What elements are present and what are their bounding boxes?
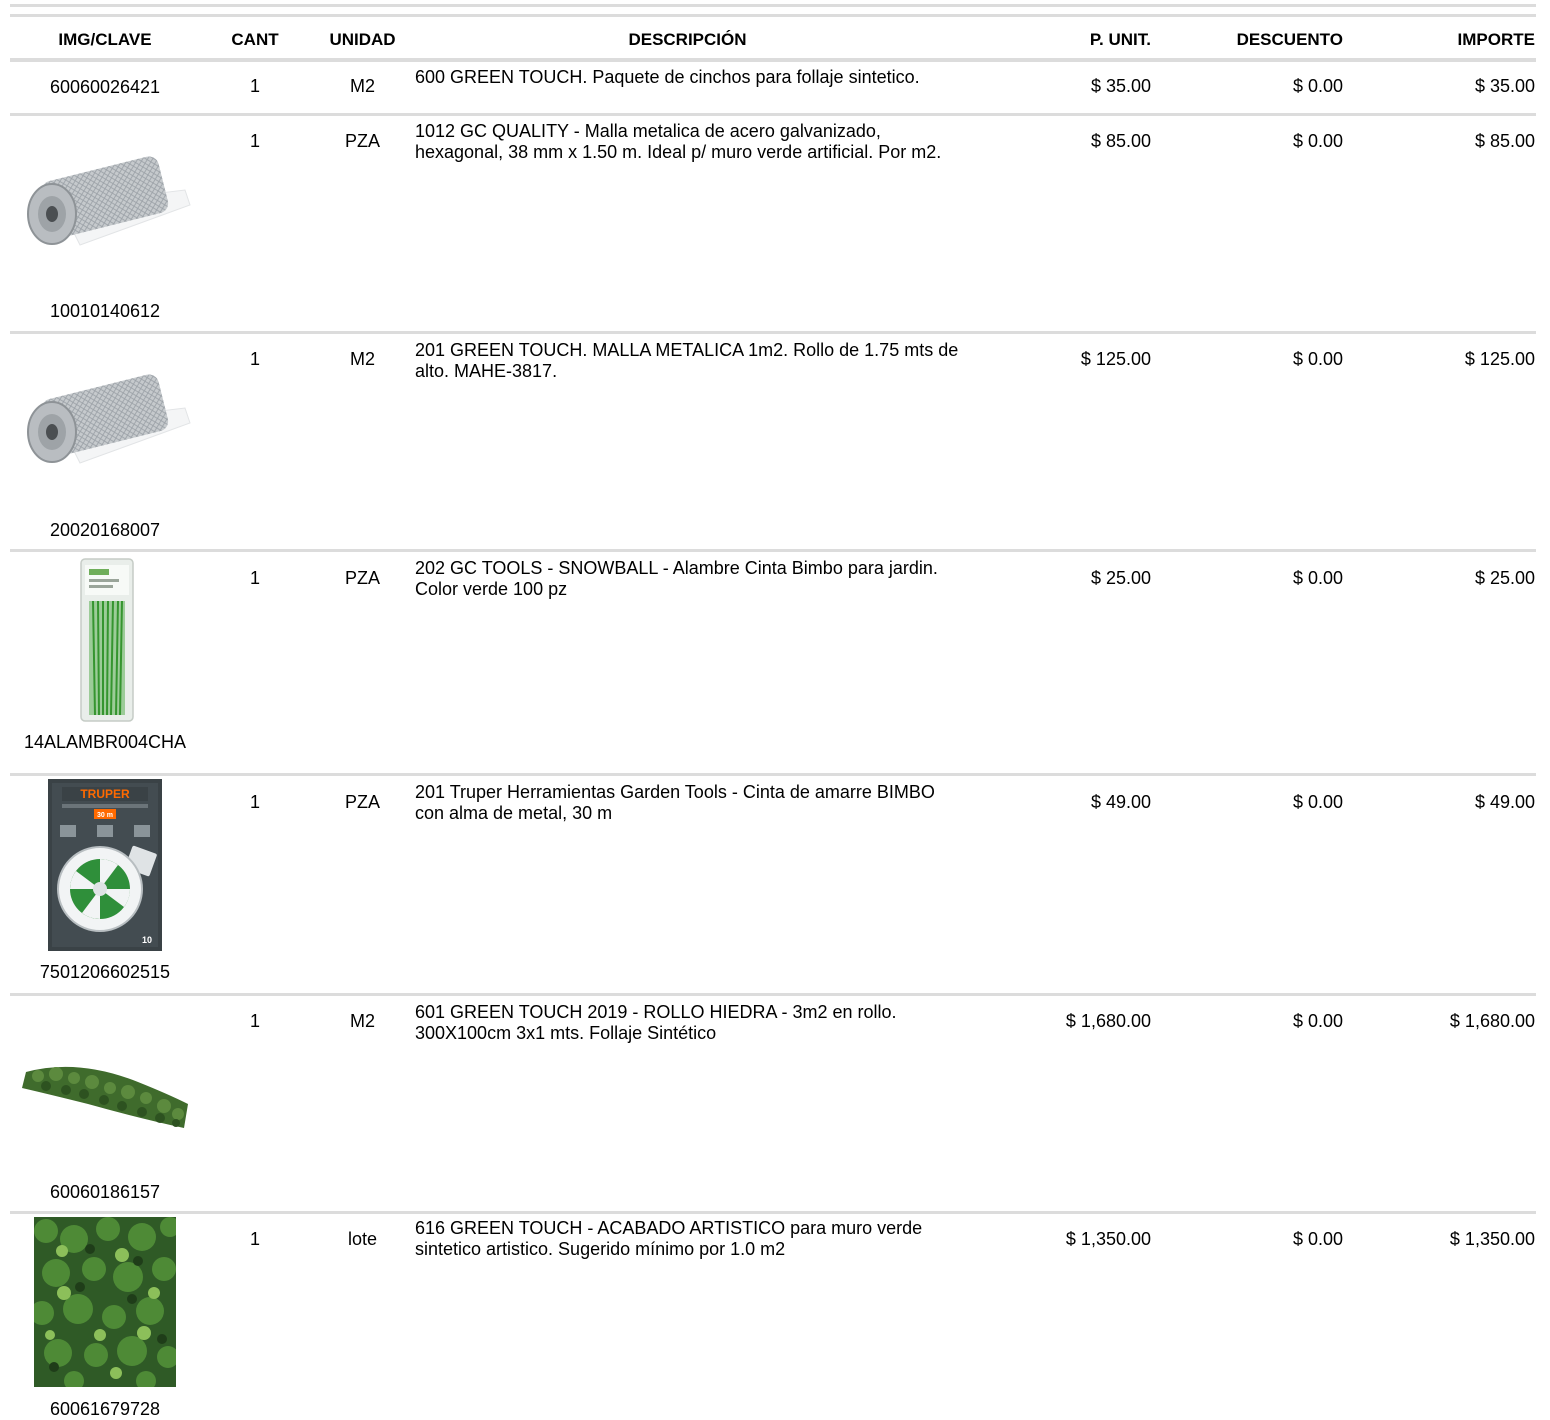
item-unit-price: $ 1,350.00 — [1065, 1229, 1151, 1249]
item-code: 60060026421 — [49, 77, 161, 97]
item-amount: $ 1,680.00 — [1449, 1011, 1535, 1031]
item-description: 601 GREEN TOUCH 2019 - ROLLO HIEDRA - 3m2 en rollo. 300X100cm 3x1 mts. Follaje Sintético — [415, 1002, 897, 1043]
item-discount: $ 0.00 — [1292, 349, 1343, 369]
item-unit-price: $ 49.00 — [1090, 792, 1151, 812]
wire-mesh-roll-image — [20, 368, 192, 473]
row-divider — [10, 113, 1536, 116]
item-description: 201 Truper Herramientas Garden Tools - Cinta de amarre BIMBO con alma de metal, 30 m — [415, 782, 935, 823]
item-unit: PZA — [344, 792, 380, 812]
item-unit: PZA — [344, 568, 380, 588]
item-amount: $ 85.00 — [1474, 131, 1535, 151]
item-discount: $ 0.00 — [1292, 792, 1343, 812]
ivy-roll-image — [18, 1048, 192, 1132]
reel-length-text: 30 m — [97, 812, 113, 819]
item-code: 20020168007 — [49, 520, 161, 540]
header-bottom-rule — [10, 58, 1536, 62]
item-unit: M2 — [349, 1011, 375, 1031]
header-descripcion: DESCRIPCIÓN — [628, 30, 747, 49]
item-discount: $ 0.00 — [1292, 76, 1343, 96]
item-unit-price: $ 125.00 — [1080, 349, 1151, 369]
item-code: 60061679728 — [49, 1399, 161, 1419]
item-quantity: 1 — [249, 76, 260, 96]
row-divider — [10, 331, 1536, 334]
item-amount: $ 49.00 — [1474, 792, 1535, 812]
item-code: 14ALAMBR004CHA — [23, 732, 187, 752]
item-discount: $ 0.00 — [1292, 568, 1343, 588]
item-unit: M2 — [349, 76, 375, 96]
item-discount: $ 0.00 — [1292, 131, 1343, 151]
item-quantity: 1 — [249, 568, 260, 588]
item-amount: $ 1,350.00 — [1449, 1229, 1535, 1249]
item-quantity: 1 — [249, 1229, 260, 1249]
item-unit-price: $ 35.00 — [1090, 76, 1151, 96]
header-importe: IMPORTE — [1457, 30, 1535, 49]
item-code: 7501206602515 — [39, 962, 171, 982]
item-unit-price: $ 1,680.00 — [1065, 1011, 1151, 1031]
item-quantity: 1 — [249, 792, 260, 812]
row-divider — [10, 1211, 1536, 1214]
item-amount: $ 125.00 — [1464, 349, 1535, 369]
header-cant: CANT — [231, 30, 279, 49]
item-description: 616 GREEN TOUCH - ACABADO ARTISTICO para muro verde sintetico artistico. Sugerido mínimo por 1.0 m2 — [415, 1218, 923, 1259]
row-divider — [10, 773, 1536, 776]
header-p-unit: P. UNIT. — [1089, 30, 1151, 49]
header-descuento: DESCUENTO — [1236, 30, 1343, 49]
header-unidad: UNIDAD — [329, 30, 396, 49]
item-amount: $ 35.00 — [1474, 76, 1535, 96]
item-code: 10010140612 — [49, 301, 161, 321]
wire-mesh-roll-image — [20, 150, 192, 255]
item-quantity: 1 — [249, 349, 260, 369]
header-top-rule — [10, 14, 1536, 17]
item-code: 60060186157 — [49, 1182, 161, 1202]
header-img-clave: IMG/CLAVE — [58, 30, 152, 49]
item-discount: $ 0.00 — [1292, 1011, 1343, 1031]
item-amount: $ 25.00 — [1474, 568, 1535, 588]
item-description: 600 GREEN TOUCH. Paquete de cinchos para follaje sintetico. — [415, 67, 920, 87]
item-discount: $ 0.00 — [1292, 1229, 1343, 1249]
item-quantity: 1 — [249, 131, 260, 151]
top-border — [10, 4, 1536, 7]
item-unit: PZA — [344, 131, 380, 151]
item-unit-price: $ 85.00 — [1090, 131, 1151, 151]
item-description: 1012 GC QUALITY - Malla metalica de acero galvanizado, hexagonal, 38 mm x 1.50 m. Ideal p/ muro verde artificial. Por m2. — [415, 121, 942, 162]
item-unit-price: $ 25.00 — [1090, 568, 1151, 588]
green-wire-ties-image — [79, 557, 135, 723]
reel-count-text: 10 — [141, 935, 152, 945]
item-description: 201 GREEN TOUCH. MALLA METALICA 1m2. Rollo de 1.75 mts de alto. MAHE-3817. — [415, 340, 959, 381]
row-divider — [10, 993, 1536, 996]
row-divider — [10, 549, 1536, 552]
truper-tie-reel-image — [48, 779, 162, 951]
green-wall-image — [34, 1217, 176, 1387]
item-quantity: 1 — [249, 1011, 260, 1031]
item-unit: M2 — [349, 349, 375, 369]
item-description: 202 GC TOOLS - SNOWBALL - Alambre Cinta Bimbo para jardin. Color verde 100 pz — [415, 558, 938, 599]
item-unit: lote — [347, 1229, 378, 1249]
truper-brand-text: TRUPER — [80, 787, 130, 801]
